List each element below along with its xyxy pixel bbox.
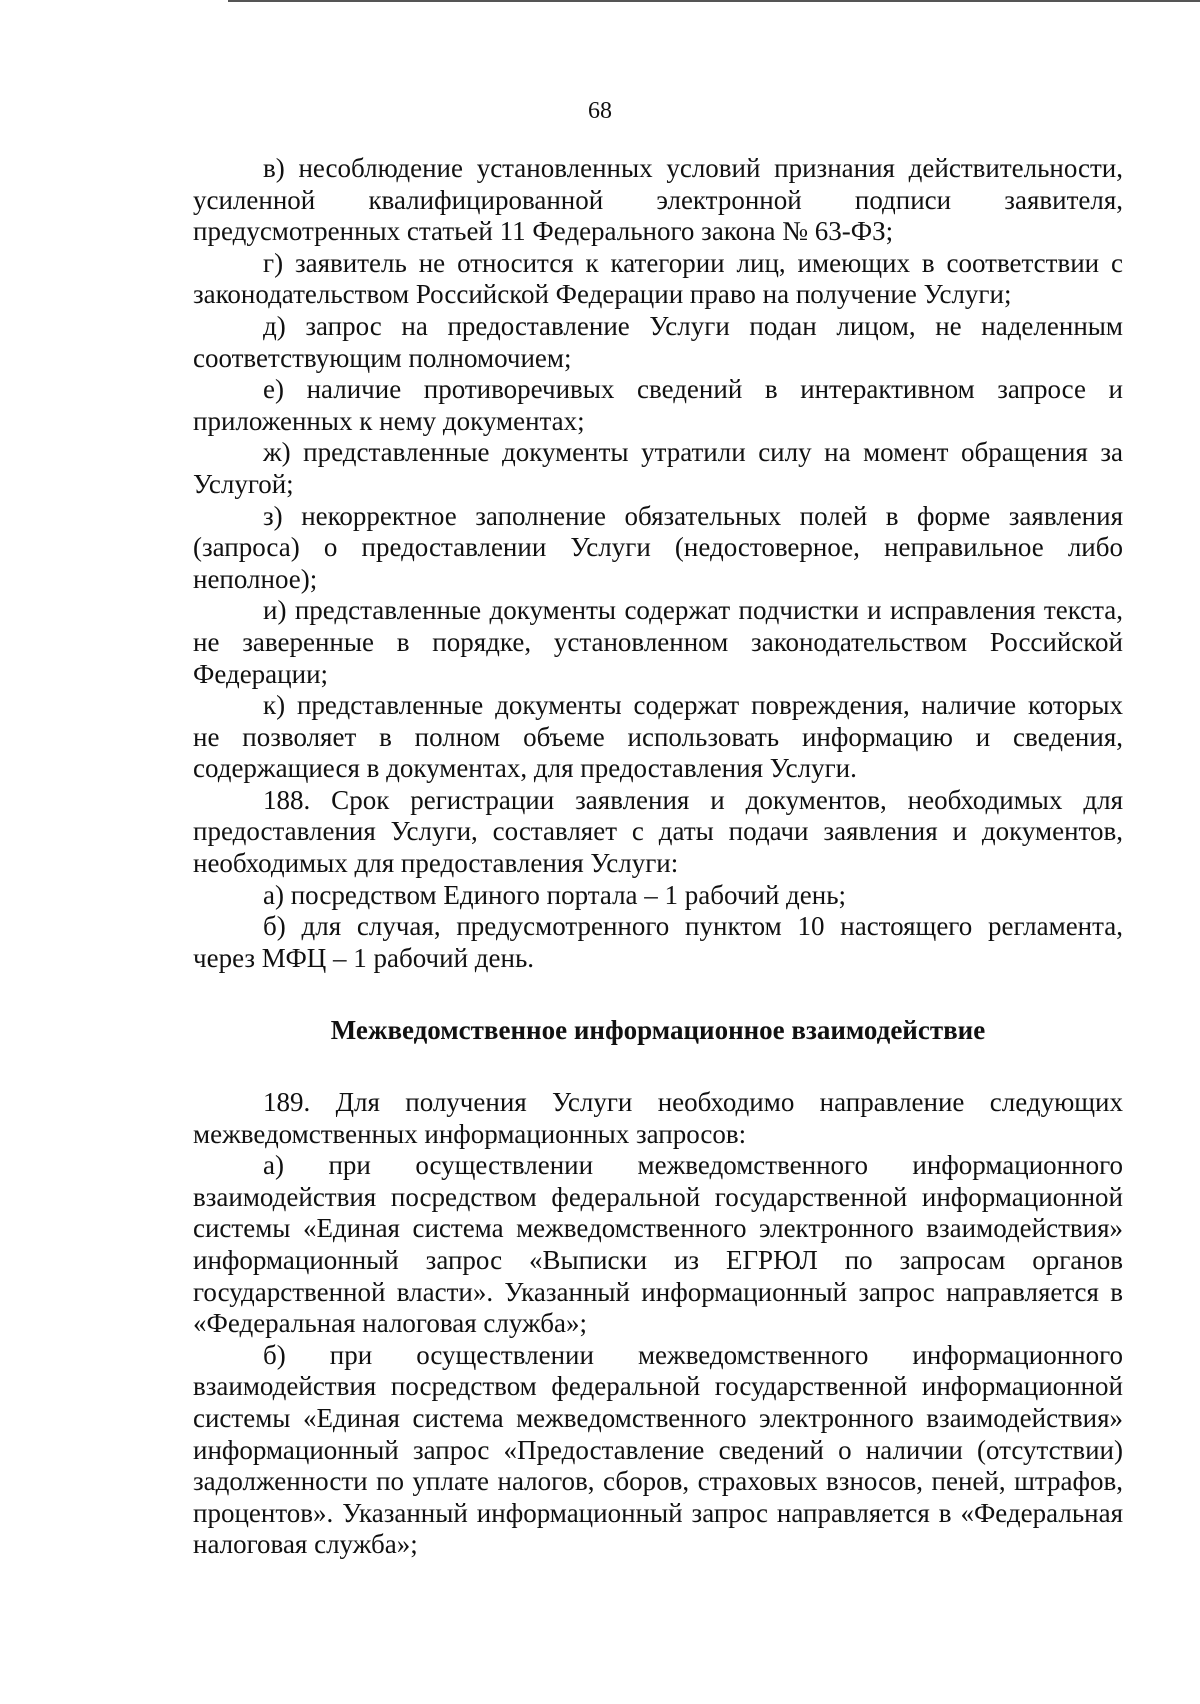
paragraph-189-b: б) при осуществлении межведомственного информационного взаимодействия посредством федеральной государственной информационной системы «Единая система межведомственного электронного взаимодействия» информационный запрос «Предоставление сведений о наличии (отсутствии) задолженности по уплате налогов, сборов, страховых взносов, пеней, штрафов, процентов». Указанный информационный запрос направляется в «Федеральная налоговая служба»;	[193, 1339, 1123, 1560]
section-heading: Межведомственное информационное взаимодействие	[330, 1015, 986, 1046]
paragraph-item-e: е) наличие противоречивых сведений в интерактивном запросе и приложенных к нему документах;	[193, 374, 1123, 436]
paragraph-item-d: д) запрос на предоставление Услуги подан лицом, не наделенным соответствующим полномочием;	[193, 310, 1123, 373]
paragraph-188-a: а) посредством Единого портала – 1 рабочий день;	[263, 879, 847, 910]
paragraph-item-zh: ж) представленные документы утратили силу на момент обращения за Услугой;	[193, 437, 1123, 499]
paragraph-item-z: з) некорректное заполнение обязательных полей в форме заявления (запроса) о предоставлении Услуги (недостоверное, неправильное либо неполное);	[193, 500, 1123, 594]
paragraph-188: 188. Срок регистрации заявления и документов, необходимых для предоставления Услуги, составляет с даты подачи заявления и документов, необходимых для предоставления Услуги:	[193, 784, 1123, 879]
paragraph-item-i: и) представленные документы содержат подчистки и исправления текста, не заверенные в порядке, установленном законодательством Российской Федерации;	[193, 595, 1123, 689]
paragraph-item-k: к) представленные документы содержат повреждения, наличие которых не позволяет в полном объеме использовать информацию и сведения, содержащиеся в документах, для предоставления Услуги.	[193, 690, 1123, 784]
paragraph-item-g: г) заявитель не относится к категории лиц, имеющих в соответствии с законодательством Российской Федерации право на получение Услуги;	[193, 247, 1123, 310]
page-number: 68	[588, 98, 612, 124]
paragraph-item-v: в) несоблюдение установленных условий признания действительности, усиленной квалифицированной электронной подписи заявителя, предусмотренных статьей 11 Федерального закона № 63-ФЗ;	[193, 153, 1123, 247]
paragraph-189: 189. Для получения Услуги необходимо направление следующих межведомственных информационных запросов:	[193, 1087, 1123, 1149]
document-body	[193, 153, 1123, 1561]
top-scan-edge-line	[228, 0, 1200, 2]
paragraph-189-a: а) при осуществлении межведомственного информационного взаимодействия посредством федеральной государственной информационной системы «Единая система межведомственного электронного взаимодействия» информационный запрос «Выписки из ЕГРЮЛ по запросам органов государственной власти». Указанный информационный запрос направляется в «Федеральная налоговая служба»;	[193, 1150, 1123, 1339]
paragraph-188-b: б) для случая, предусмотренного пунктом 10 настоящего регламента, через МФЦ – 1 рабочий день.	[193, 911, 1123, 973]
